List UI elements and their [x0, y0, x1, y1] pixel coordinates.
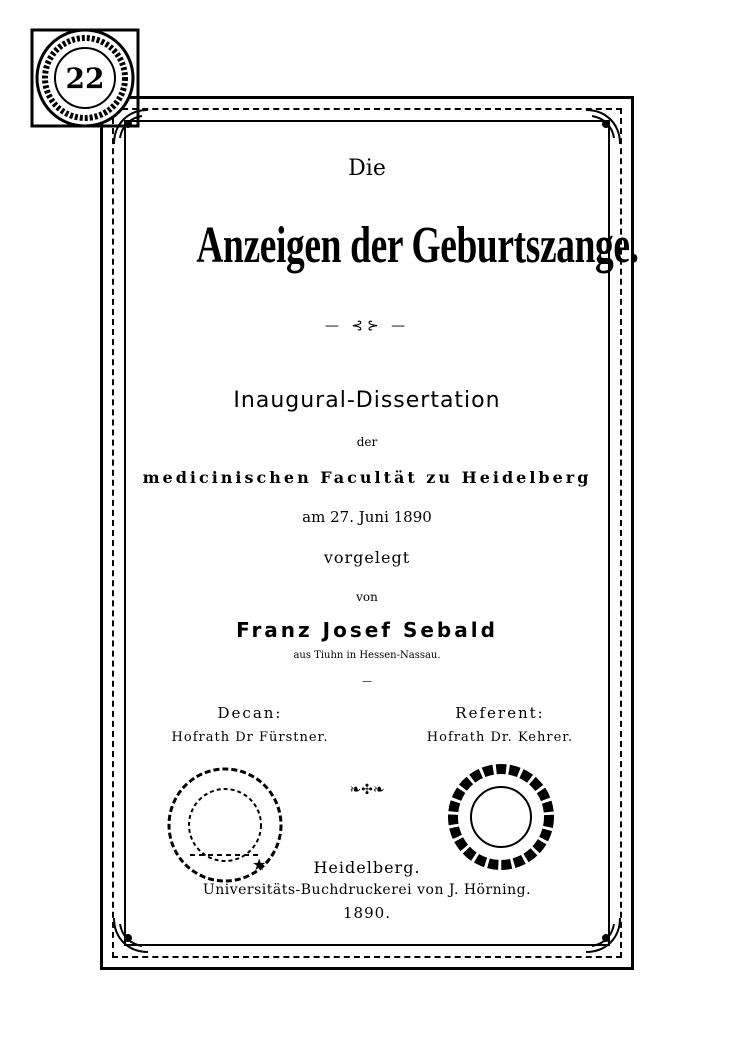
title-ornament: — ⊰⊱ —: [324, 318, 410, 334]
publisher-printer: Universitäts-Buchdruckerei von J. Hörning.: [202, 882, 532, 898]
faculty-line: medicinischen Facultät zu Heidelberg: [142, 468, 592, 487]
decan-block: [140, 704, 360, 745]
referent-name: Hofrath Dr. Kehrer.: [426, 730, 574, 745]
publisher-ornament: ❧✣❧: [349, 782, 385, 798]
der-word: der: [356, 435, 378, 449]
author-origin: aus Tiuhn in Hessen-Nassau.: [293, 650, 441, 661]
separator-dash: —: [362, 676, 372, 687]
dissertation-type: Inaugural-Dissertation: [233, 388, 501, 413]
dissertation-title: Anzeigen der Geburtszange.: [196, 217, 639, 274]
date-line: am 27. Juni 1890: [302, 508, 432, 526]
publication-year: 1890.: [343, 904, 391, 922]
author-name: Franz Josef Sebald: [236, 618, 498, 642]
publisher-city: Heidelberg.: [313, 858, 421, 877]
decan-label: Decan:: [217, 704, 283, 722]
von-word: von: [356, 590, 378, 604]
decan-name: Hofrath Dr Fürstner.: [171, 730, 329, 745]
referent-block: [390, 704, 610, 745]
die-word: Die: [348, 156, 386, 181]
svg-text:★: ★: [252, 855, 267, 874]
vorgelegt-word: vorgelegt: [323, 548, 411, 567]
referent-label: Referent:: [455, 704, 545, 722]
title-page: [130, 130, 639, 940]
stamp-number: 22: [65, 62, 105, 95]
library-stamp-top-left: [30, 22, 140, 132]
